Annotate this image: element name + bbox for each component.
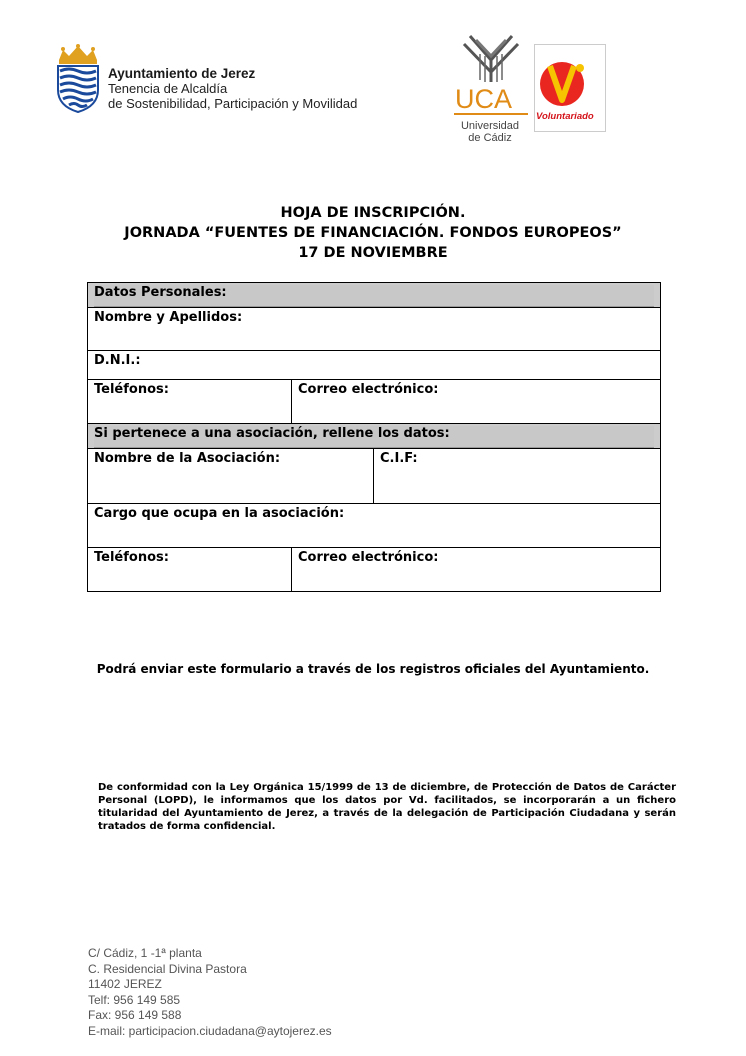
email-label: Correo electrónico: [298,382,439,397]
footer-phone: Telf: 956 149 585 [88,992,181,1007]
org-title: Ayuntamiento de Jerez [108,66,256,81]
section-personal-data [88,283,660,308]
section-association-label: Si pertenece a una asociación, rellene los datos: [94,426,450,441]
uca-wordmark [455,84,512,115]
uca-caption [449,120,531,144]
title-line-1: HOJA DE INSCRIPCIÓN. [280,205,466,221]
footer-fax: Fax: 956 149 588 [88,1008,182,1023]
document-title [0,203,746,263]
title-line-2: JORNADA “FUENTES DE FINANCIACIÓN. FONDOS EUROPEOS” [124,225,622,241]
row-association [88,449,660,504]
footer-line-1: C/ Cádiz, 1 -1ª planta [88,946,202,960]
dni-label: D.N.I.: [94,353,141,368]
footer-line-2: C. Residencial Divina Pastora [88,961,247,976]
field-full-name[interactable] [88,308,660,351]
field-phones-2[interactable] [88,548,291,591]
row-contact [88,380,660,424]
footer-address [88,946,332,1040]
field-dni[interactable] [88,351,660,380]
title-line-3: 17 DE NOVIEMBRE [298,245,448,261]
cif-label: C.I.F: [380,451,418,466]
section-association [88,424,660,449]
field-phones[interactable] [88,380,291,423]
phones-2-label: Teléfonos: [94,550,169,565]
field-cif[interactable] [373,449,660,503]
footer-line-3: 11402 JEREZ [88,977,162,992]
field-association-name[interactable] [88,449,373,503]
section-personal-data-label: Datos Personales: [94,285,227,300]
association-name-label: Nombre de la Asociación: [94,451,281,466]
uca-line-1: Universidad [460,120,520,132]
ayuntamiento-jerez-logo [55,44,101,114]
org-line-2: Tenencia de Alcaldía [108,81,228,96]
org-line-3: de Sostenibilidad, Participación y Movilidad [108,96,358,111]
field-email-2[interactable] [291,548,660,591]
submission-note: Podrá enviar este formulario a través de los registros oficiales del Ayuntamiento. [96,662,650,676]
phones-label: Teléfonos: [94,382,169,397]
association-position-label: Cargo que ocupa en la asociación: [94,506,345,521]
full-name-label: Nombre y Apellidos: [94,310,243,325]
ayuntamiento-heading [108,66,357,111]
uca-letters: UCA [455,84,513,114]
lopd-legal-notice: De conformidad con la Ley Orgánica 15/1999 de 13 de diciembre, de Protección de Datos de Carácter Personal (LOPD), le informamos que los datos por Vd. facilitados, se incorporarán a un fichero titularidad del Ayuntamiento de Jerez, a través de la delegación de Participación Ciudadana y serán tratados de forma confidencial. [98,782,676,832]
field-email[interactable] [291,380,660,423]
row-association-contact [88,548,660,591]
email-2-label: Correo electrónico: [298,550,439,565]
voluntariado-label: Voluntariado [536,111,594,122]
uca-line-2: de Cádiz [468,132,512,144]
footer-email[interactable]: E-mail: participacion.ciudadana@aytojerez.es [88,1023,332,1038]
registration-form [87,282,661,592]
field-association-position[interactable] [88,504,660,548]
